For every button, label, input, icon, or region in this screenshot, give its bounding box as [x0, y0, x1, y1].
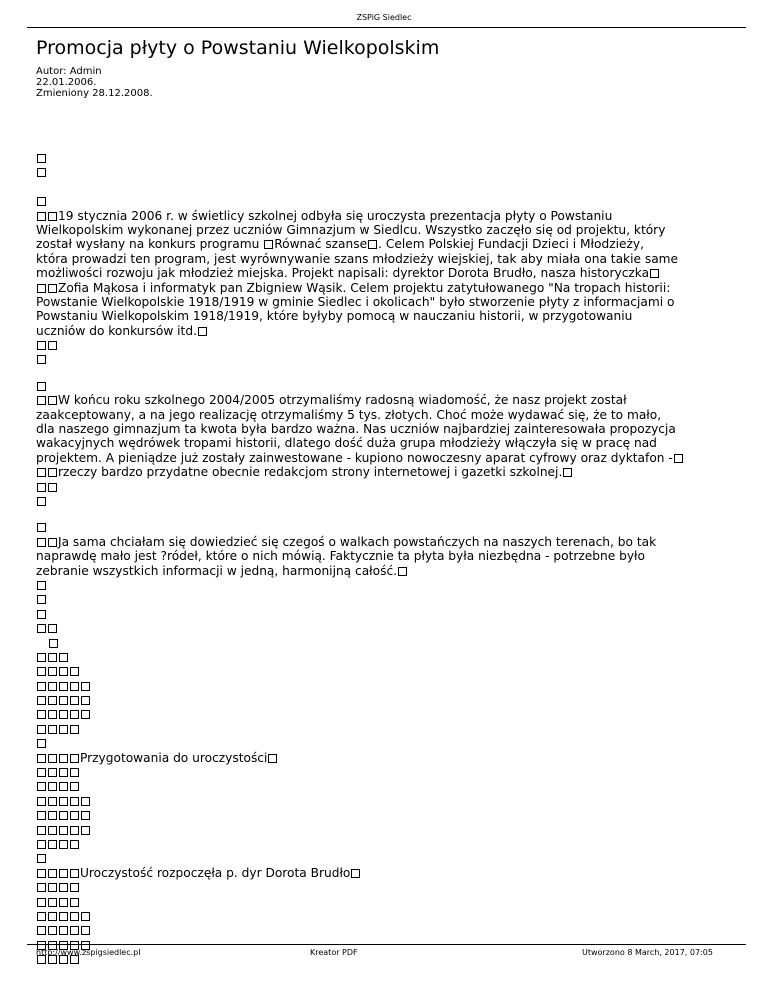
missing-glyph-box [81, 912, 90, 921]
missing-glyph-box [37, 168, 46, 177]
missing-glyph-box [70, 912, 79, 921]
text-line: możliwości rozwoju jak młodzież miejska. Projekt napisali: dyrektor Dorota Brudło, nasza historyczka [36, 266, 650, 281]
missing-glyph-box [70, 667, 79, 676]
missing-glyph-box [37, 840, 46, 849]
article-body [36, 151, 736, 966]
text-line: dla naszego gimnazjum ta kwota była bardzo ważna. Nas uczniów najbardziej zainteresowała propozycja [36, 422, 676, 437]
missing-glyph-box [37, 653, 46, 662]
missing-glyph-box [48, 468, 57, 477]
missing-glyph-box [48, 538, 57, 547]
modified-line: Zmieniony 28.12.2008. [36, 88, 153, 99]
missing-glyph-box [37, 523, 46, 532]
missing-glyph-box [37, 610, 46, 619]
text-line: W końcu roku szkolnego 2004/2005 otrzymaliśmy radosną wiadomość, że nasz projekt został [58, 393, 627, 408]
text-line: która prowadzi ten program, jest wyrównywanie szans młodzieży wiejskiej, tak aby miała ona takie same [36, 251, 679, 266]
missing-glyph-box [70, 811, 79, 820]
missing-glyph-box [59, 912, 68, 921]
missing-glyph-box [48, 284, 57, 293]
missing-glyph-box [59, 926, 68, 935]
missing-glyph-box [59, 710, 68, 719]
text-line: Ja sama chciałam się dowiedzieć się czegoś o walkach powstańczych na naszych terenach, bo tak [58, 534, 657, 549]
missing-glyph-box [37, 754, 46, 763]
paragraph-2 [36, 379, 736, 509]
missing-glyph-box [48, 840, 57, 849]
missing-glyph-box [37, 154, 46, 163]
missing-glyph-box [81, 710, 90, 719]
missing-glyph-box [37, 869, 46, 878]
missing-glyph-box [70, 840, 79, 849]
missing-glyph-box [48, 754, 57, 763]
missing-glyph-box [59, 653, 68, 662]
missing-glyph-box [37, 667, 46, 676]
missing-glyph-box [48, 826, 57, 835]
missing-glyph-box [48, 212, 57, 221]
missing-glyph-box [37, 898, 46, 907]
missing-glyph-box [59, 696, 68, 705]
missing-glyph-box [37, 284, 46, 293]
missing-glyph-box [37, 682, 46, 691]
missing-glyph-box [49, 639, 58, 648]
missing-glyph-box [37, 212, 46, 221]
missing-glyph-box [48, 483, 57, 492]
image-placeholder-block-1 [36, 650, 736, 765]
missing-glyph-box [37, 355, 46, 364]
missing-glyph-box [70, 883, 79, 892]
glyph-line [36, 151, 736, 165]
paragraph-1 [36, 194, 736, 367]
missing-glyph-box [59, 754, 68, 763]
missing-glyph-box [37, 396, 46, 405]
missing-glyph-box [351, 869, 360, 878]
missing-glyph-box [37, 581, 46, 590]
article-title: Promocja płyty o Powstaniu Wielkopolskim [36, 37, 440, 59]
header-divider [27, 27, 746, 28]
missing-glyph-box [81, 797, 90, 806]
missing-glyph-box [368, 240, 377, 249]
text-line: rzeczy bardzo przydatne obecnie redakcjom strony internetowej i gazetki szkolnej. [58, 465, 563, 480]
image-placeholder-block-2 [36, 765, 736, 880]
missing-glyph-box [37, 696, 46, 705]
missing-glyph-box [48, 768, 57, 777]
text-line: Równać szanse [274, 237, 368, 252]
text-line: 19 stycznia 2006 r. w świetlicy szkolnej odbyła się uroczysta prezentacja płyty o Powstaniu [58, 208, 613, 223]
missing-glyph-box [59, 725, 68, 734]
missing-glyph-box [48, 797, 57, 806]
missing-glyph-box [81, 826, 90, 835]
missing-glyph-box [563, 468, 572, 477]
footer-divider [27, 944, 746, 945]
glyph-line [36, 165, 736, 179]
missing-glyph-box [59, 840, 68, 849]
missing-glyph-box [59, 768, 68, 777]
missing-glyph-box [37, 739, 46, 748]
missing-glyph-box [37, 826, 46, 835]
missing-glyph-box [81, 696, 90, 705]
page-header-site: ZSPiG Siedlec [356, 13, 412, 22]
text-line: Zofia Mąkosa i informatyk pan Zbigniew Wąsik. Celem projektu zatytułowanego "Na tropach historii: [58, 280, 671, 295]
text-line: Powstanie Wielkopolskie 1918/1919 w gminie Siedlec i okolicach" było stworzenie płyty z informacjami o [36, 294, 675, 309]
missing-glyph-box [37, 883, 46, 892]
missing-glyph-box [37, 912, 46, 921]
missing-glyph-box [59, 869, 68, 878]
missing-glyph-box [81, 682, 90, 691]
missing-glyph-box [48, 653, 57, 662]
missing-glyph-box [37, 725, 46, 734]
missing-glyph-box [59, 811, 68, 820]
missing-glyph-box [37, 710, 46, 719]
missing-glyph-box [59, 782, 68, 791]
missing-glyph-box [268, 754, 277, 763]
footer-generator: Kreator PDF [310, 948, 358, 957]
missing-glyph-box [70, 926, 79, 935]
missing-glyph-box [70, 898, 79, 907]
missing-glyph-box [48, 682, 57, 691]
missing-glyph-box [48, 341, 57, 350]
missing-glyph-box [48, 811, 57, 820]
paragraph-3 [36, 520, 736, 650]
missing-glyph-box [70, 682, 79, 691]
footer-created: Utworzono 8 March, 2017, 07:05 [582, 948, 713, 957]
text-line: . Celem Polskiej Fundacji Dzieci i Młodzieży, [378, 237, 644, 252]
missing-glyph-box [37, 624, 46, 633]
missing-glyph-box [264, 240, 273, 249]
missing-glyph-box [48, 869, 57, 878]
text-line: Wielkopolskim wykonanej przez uczniów Gimnazjum w Siedlcu. Wszystko zaczęło się od projektu, który [36, 222, 666, 237]
text-line: zebranie wszystkich informacji w jedną, harmonijną całość. [36, 563, 398, 578]
date-line: 22.01.2006. [36, 77, 97, 88]
text-line: naprawdę mało jest ?ródeł, które o nich mówią. Faktycznie ta płyta była niezbędna - potrzebne było [36, 549, 645, 564]
missing-glyph-box [398, 567, 407, 576]
missing-glyph-box [37, 926, 46, 935]
text-line: zaakceptowany, a na jego realizację otrzymaliśmy 5 tys. złotych. Choć może wydawać się, że to mało, [36, 407, 662, 422]
missing-glyph-box [48, 883, 57, 892]
missing-glyph-box [48, 696, 57, 705]
missing-glyph-box [37, 497, 46, 506]
missing-glyph-box [48, 624, 57, 633]
text-line: wakacyjnych wędrówek tropami historii, dlatego dość duża grupa młodzieży włączyła się w pracę nad [36, 436, 657, 451]
missing-glyph-box [70, 826, 79, 835]
missing-glyph-box [37, 595, 46, 604]
image-caption: Przygotowania do uroczystości [80, 750, 268, 765]
missing-glyph-box [48, 898, 57, 907]
missing-glyph-box [59, 883, 68, 892]
missing-glyph-box [37, 382, 46, 391]
missing-glyph-box [81, 811, 90, 820]
missing-glyph-box [48, 782, 57, 791]
missing-glyph-box [70, 696, 79, 705]
missing-glyph-box [59, 682, 68, 691]
missing-glyph-box [37, 811, 46, 820]
missing-glyph-box [70, 797, 79, 806]
missing-glyph-box [37, 197, 46, 206]
text-line: projektem. A pieniądze już zostały zainwestowane - kupiono nowoczesny aparat cyfrowy oraz dyktafon - [36, 450, 673, 465]
missing-glyph-box [37, 483, 46, 492]
missing-glyph-box [70, 710, 79, 719]
missing-glyph-box [59, 667, 68, 676]
missing-glyph-box [198, 327, 207, 336]
text-line: został wysłany na konkurs programu [36, 237, 264, 252]
missing-glyph-box [70, 768, 79, 777]
image-caption: Uroczystość rozpoczęła p. dyr Dorota Brudło [80, 865, 351, 880]
missing-glyph-box [37, 768, 46, 777]
author-line: Autor: Admin [36, 66, 102, 77]
missing-glyph-box [70, 754, 79, 763]
missing-glyph-box [48, 725, 57, 734]
article-meta [36, 66, 153, 99]
text-line: uczniów do konkursów itd. [36, 323, 197, 338]
footer-url: http://www.zspigsiedlec.pl [36, 948, 141, 957]
missing-glyph-box [48, 912, 57, 921]
missing-glyph-box [674, 454, 683, 463]
missing-glyph-box [48, 710, 57, 719]
missing-glyph-box [650, 269, 659, 278]
missing-glyph-box [70, 725, 79, 734]
missing-glyph-box [48, 667, 57, 676]
missing-glyph-box [37, 468, 46, 477]
missing-glyph-box [81, 926, 90, 935]
missing-glyph-box [70, 869, 79, 878]
missing-glyph-box [48, 926, 57, 935]
text-line: Powstaniu Wielkopolskim 1918/1919, które byłyby pomocą w nauczaniu historii, w przygotowaniu [36, 309, 633, 324]
missing-glyph-box [59, 826, 68, 835]
missing-glyph-box [37, 782, 46, 791]
missing-glyph-box [59, 797, 68, 806]
missing-glyph-box [37, 341, 46, 350]
missing-glyph-box [37, 854, 46, 863]
missing-glyph-box [37, 797, 46, 806]
missing-glyph-box [48, 396, 57, 405]
missing-glyph-box [70, 782, 79, 791]
missing-glyph-box [37, 538, 46, 547]
missing-glyph-box [59, 898, 68, 907]
